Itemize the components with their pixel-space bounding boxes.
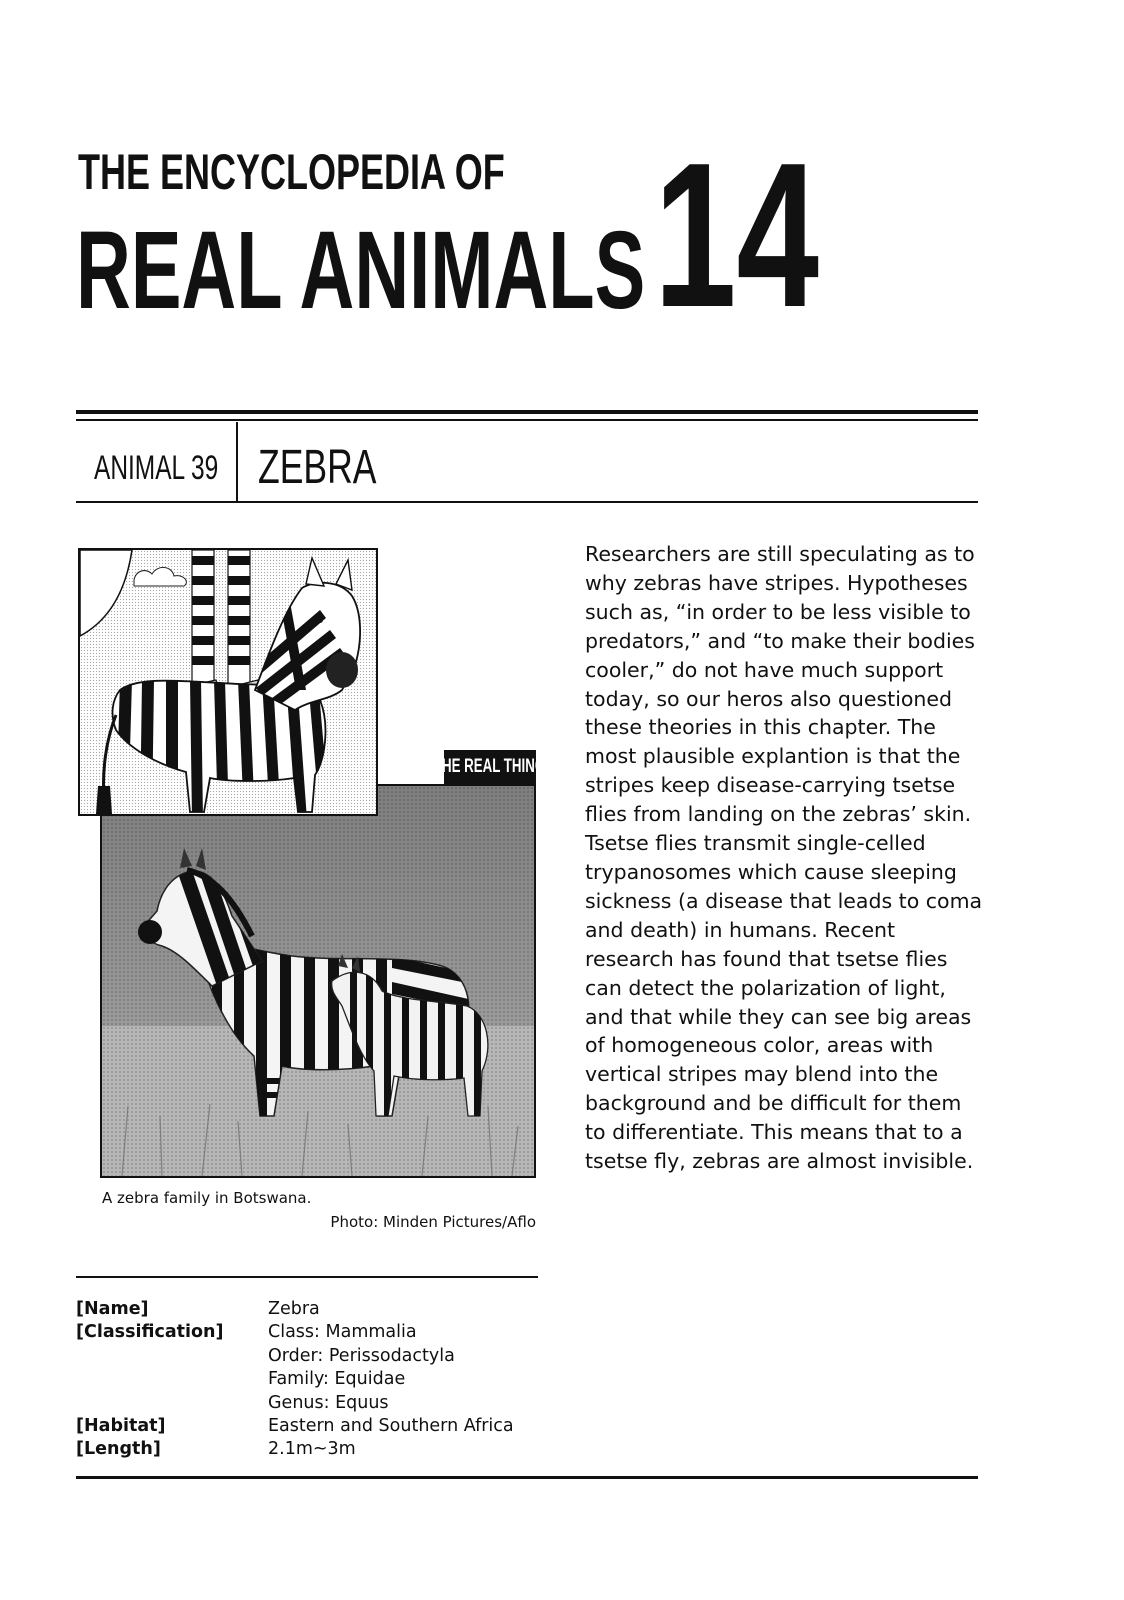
fact-key-name: [Name]	[76, 1299, 149, 1319]
animal-name: ZEBRA	[258, 441, 377, 494]
title-line-1: THE ENCYCLOPEDIA OF	[78, 144, 505, 200]
facts-bottom-rule	[76, 1476, 978, 1479]
fact-val-genus: Genus: Equus	[268, 1392, 389, 1413]
photo-caption: A zebra family in Botswana.	[102, 1189, 312, 1207]
fact-row-name	[76, 1298, 514, 1321]
fact-key-classification: [Classification]	[76, 1322, 224, 1343]
fact-val-name: Zebra	[268, 1299, 320, 1319]
title-line-2: REAL ANIMALS	[76, 209, 646, 332]
entry-separator	[236, 422, 238, 502]
photo-credit: Photo: Minden Pictures/Aflo	[330, 1213, 536, 1231]
fact-row-length	[76, 1438, 514, 1461]
top-rule-thick	[76, 410, 978, 414]
manga-zebra-panel	[78, 548, 378, 816]
fact-row-classification	[76, 1321, 514, 1415]
entry-bottom-rule	[76, 501, 978, 503]
volume-number: 14	[654, 120, 819, 350]
animal-number: ANIMAL 39	[94, 449, 219, 487]
fact-row-habitat	[76, 1415, 514, 1438]
body-paragraph: Researchers are still speculating as to why zebras have stripes. Hypotheses such as, “in order to be less visible to predators,” and “to make their bodies cooler,” do not have much support today, so our heros also questioned these theories in this chapter. The most plausible explantion is that the stripes keep disease-carrying tsetse flies from landing on the zebras’ skin. Tsetse flies transmit single-celled trypanosomes which cause sleeping sickness (a disease that leads to coma and death) in humans. Recent research has found that tsetse flies can detect the polarization of light, and that while they can see big areas of homogeneous color, areas with vertical stripes may blend into the background and be difficult for them to differentiate. This means that to a tsetse fly, zebras are almost invisible.	[585, 542, 983, 1174]
zebra-photo	[100, 784, 536, 1178]
top-rule-thin	[76, 419, 978, 421]
real-thing-tag	[434, 750, 546, 784]
fact-val-length: 2.1m~3m	[268, 1439, 356, 1460]
fact-val-habitat: Eastern and Southern Africa	[268, 1416, 514, 1437]
fact-key-length: [Length]	[76, 1439, 161, 1460]
fact-val-order: Order: Perissodactyla	[268, 1345, 455, 1366]
facts-top-rule	[76, 1276, 538, 1278]
facts-table	[76, 1298, 514, 1462]
fact-key-habitat: [Habitat]	[76, 1416, 166, 1437]
fact-val-classification	[268, 1321, 455, 1415]
fact-val-class: Class: Mammalia	[268, 1322, 417, 1343]
real-thing-label: THE REAL THING	[434, 756, 546, 777]
fact-val-family: Family: Equidae	[268, 1369, 406, 1390]
